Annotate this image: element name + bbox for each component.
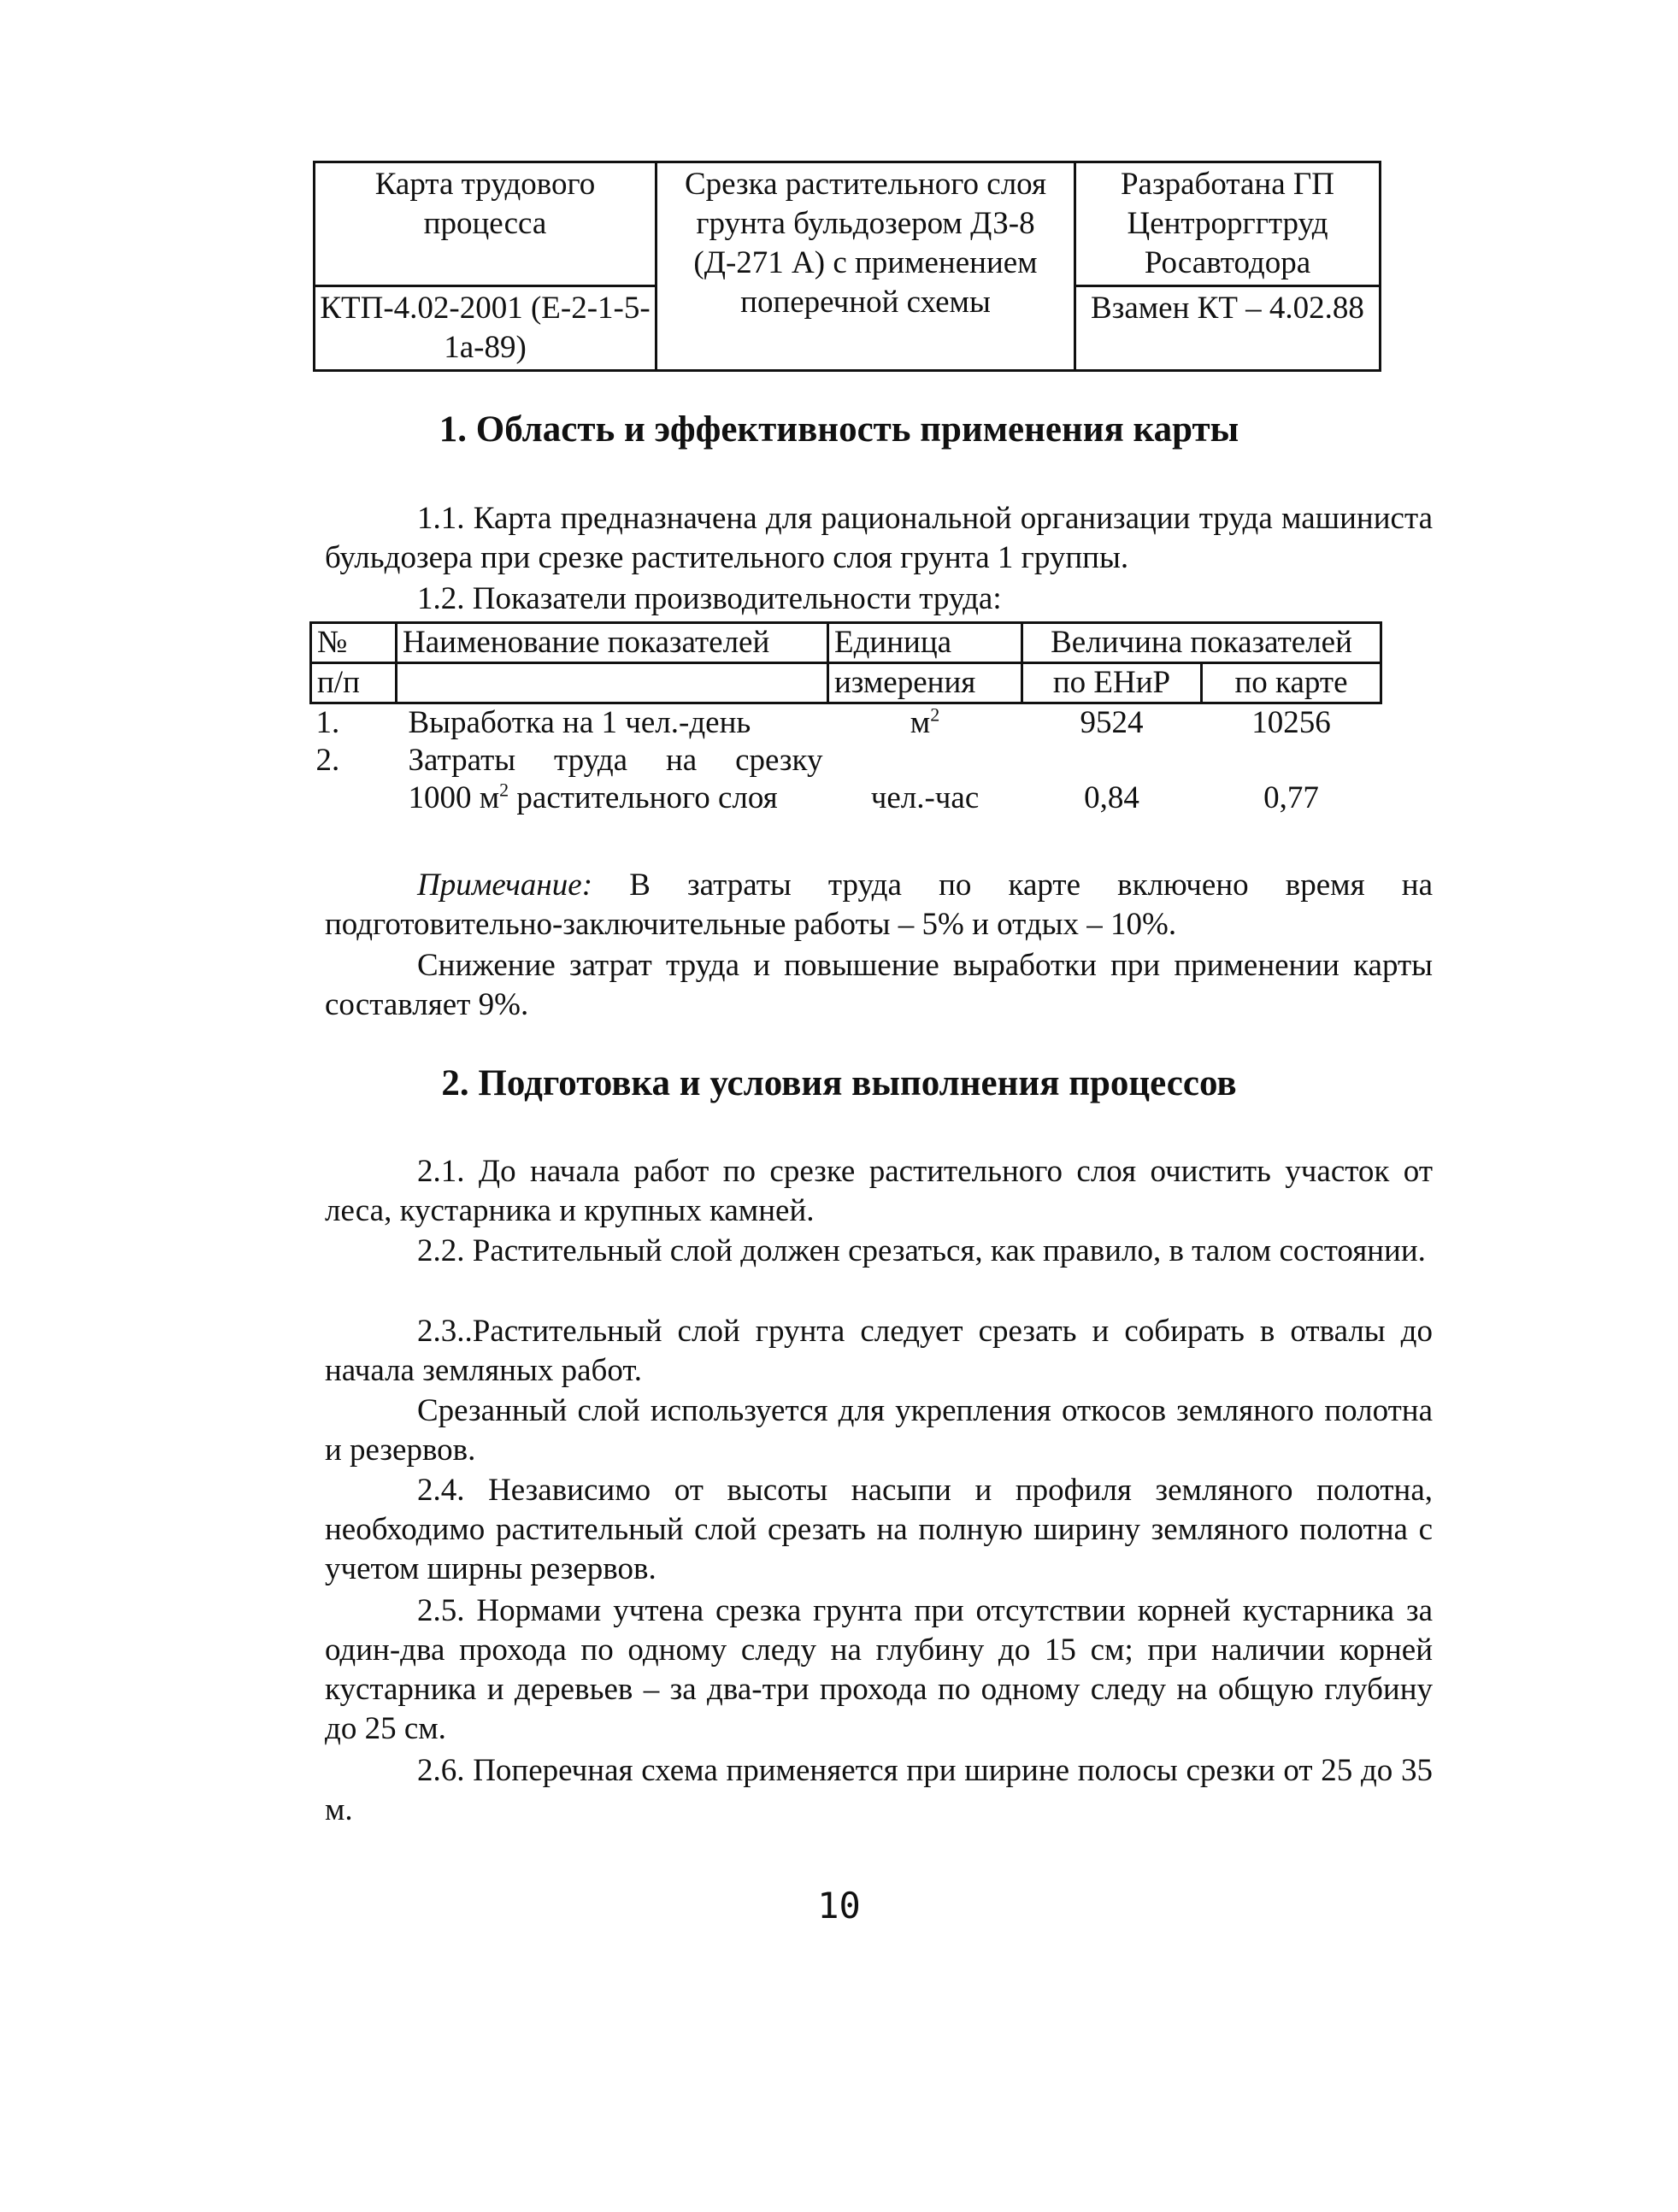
paragraph-2-6: 2.6. Поперечная схема применяется при ширине полосы срезки от 25 до 35 м.	[325, 1753, 1433, 1827]
section-1-heading: 1. Область и эффективность применения карты	[439, 409, 1239, 450]
row-unit: $м^2$	[910, 703, 940, 740]
table-row	[311, 742, 1381, 817]
row-card: 10256	[1251, 705, 1331, 740]
paragraph-2-1: 2.1. До начала работ по срезке растительного слоя очистить участок от леса, кустарника и крупных камней.	[325, 1154, 1433, 1228]
developer-cell: Разработана ГП Центрорггтруд Росавтодора	[1075, 162, 1381, 286]
col-card-header: по карте	[1202, 663, 1381, 703]
paragraph-1-1: 1.1. Карта предназначена для рациональной организации труда машиниста бульдозера при срезке растительного слоя грунта 1 группы.	[325, 501, 1433, 575]
note-label: Примечание:	[417, 868, 593, 903]
col-name-subheader	[397, 663, 828, 703]
page-number: 10	[817, 1885, 861, 1927]
row-enir: 0,84	[1084, 780, 1139, 815]
paragraph-reduction: Снижение затрат труда и повышение выработки при применении карты составляет 9%.	[325, 948, 1433, 1022]
row-name: Затраты труда на срезку 1000 $м^2$ растительного слоя	[408, 743, 823, 815]
col-unit-header: Единица	[828, 623, 1022, 663]
section-2-heading: 2. Подготовка и условия выполнения процессов	[441, 1063, 1237, 1103]
paragraph-2-4: 2.4. Независимо от высоты насыпи и профиля земляного полотна, необходимо растительный слой срезать на полную ширину земляного полотна с учетом ширны резервов.	[325, 1473, 1433, 1586]
card-label-cell: Карта трудового процесса	[315, 162, 656, 286]
row-enir: 9524	[1080, 705, 1144, 740]
row-num: 1.	[315, 705, 340, 740]
paragraph-1-2: 1.2. Показатели производительности труда:	[417, 581, 1002, 616]
row-unit: чел.-час	[870, 780, 980, 815]
title-cell: Срезка растительного слоя грунта бульдозером ДЗ-8 (Д-271 А) с применением поперечной схемы	[656, 162, 1075, 371]
col-unit-subheader: измерения	[828, 663, 1022, 703]
paragraph-2-3: 2.3..Растительный слой грунта следует срезать и собирать в отвалы до начала земляных работ.	[325, 1314, 1433, 1388]
col-value-header: Величина показателей	[1022, 623, 1381, 663]
row-name: Выработка на 1 чел.-день	[408, 705, 751, 740]
header-table	[313, 161, 1381, 372]
paragraph-2-3b: Срезанный слой используется для укрепления откосов земляного полотна и резервов.	[325, 1393, 1433, 1468]
metrics-table	[309, 621, 1382, 817]
col-enir-header: по ЕНиР	[1022, 663, 1202, 703]
paragraph-2-2: 2.2. Растительный слой должен срезаться, как правило, в талом состоянии.	[417, 1233, 1426, 1268]
note-text: В затраты труда по карте включено время на подготовительно-заключительные работы – 5% и отдых – 10%.	[325, 868, 1433, 942]
col-num-subheader: п/п	[311, 663, 397, 703]
row-card: 0,77	[1263, 780, 1319, 815]
col-name-header: Наименование показателей	[397, 623, 828, 663]
col-num-header: №	[311, 623, 397, 663]
replaces-cell: Взамен КТ – 4.02.88	[1075, 286, 1381, 371]
paragraph-2-5: 2.5. Нормами учтена срезка грунта при отсутствии корней кустарника за один-два прохода по одному следу на глубину до 15 см; при наличии корней кустарника и деревьев – за два-три прохода по одному следу на общую глубину до 25 см.	[325, 1593, 1433, 1746]
note-paragraph	[325, 866, 1433, 944]
card-code-cell: КТП-4.02-2001 (Е-2-1-5-1а-89)	[315, 286, 656, 371]
table-row	[311, 703, 1381, 743]
row-num: 2.	[315, 743, 340, 778]
